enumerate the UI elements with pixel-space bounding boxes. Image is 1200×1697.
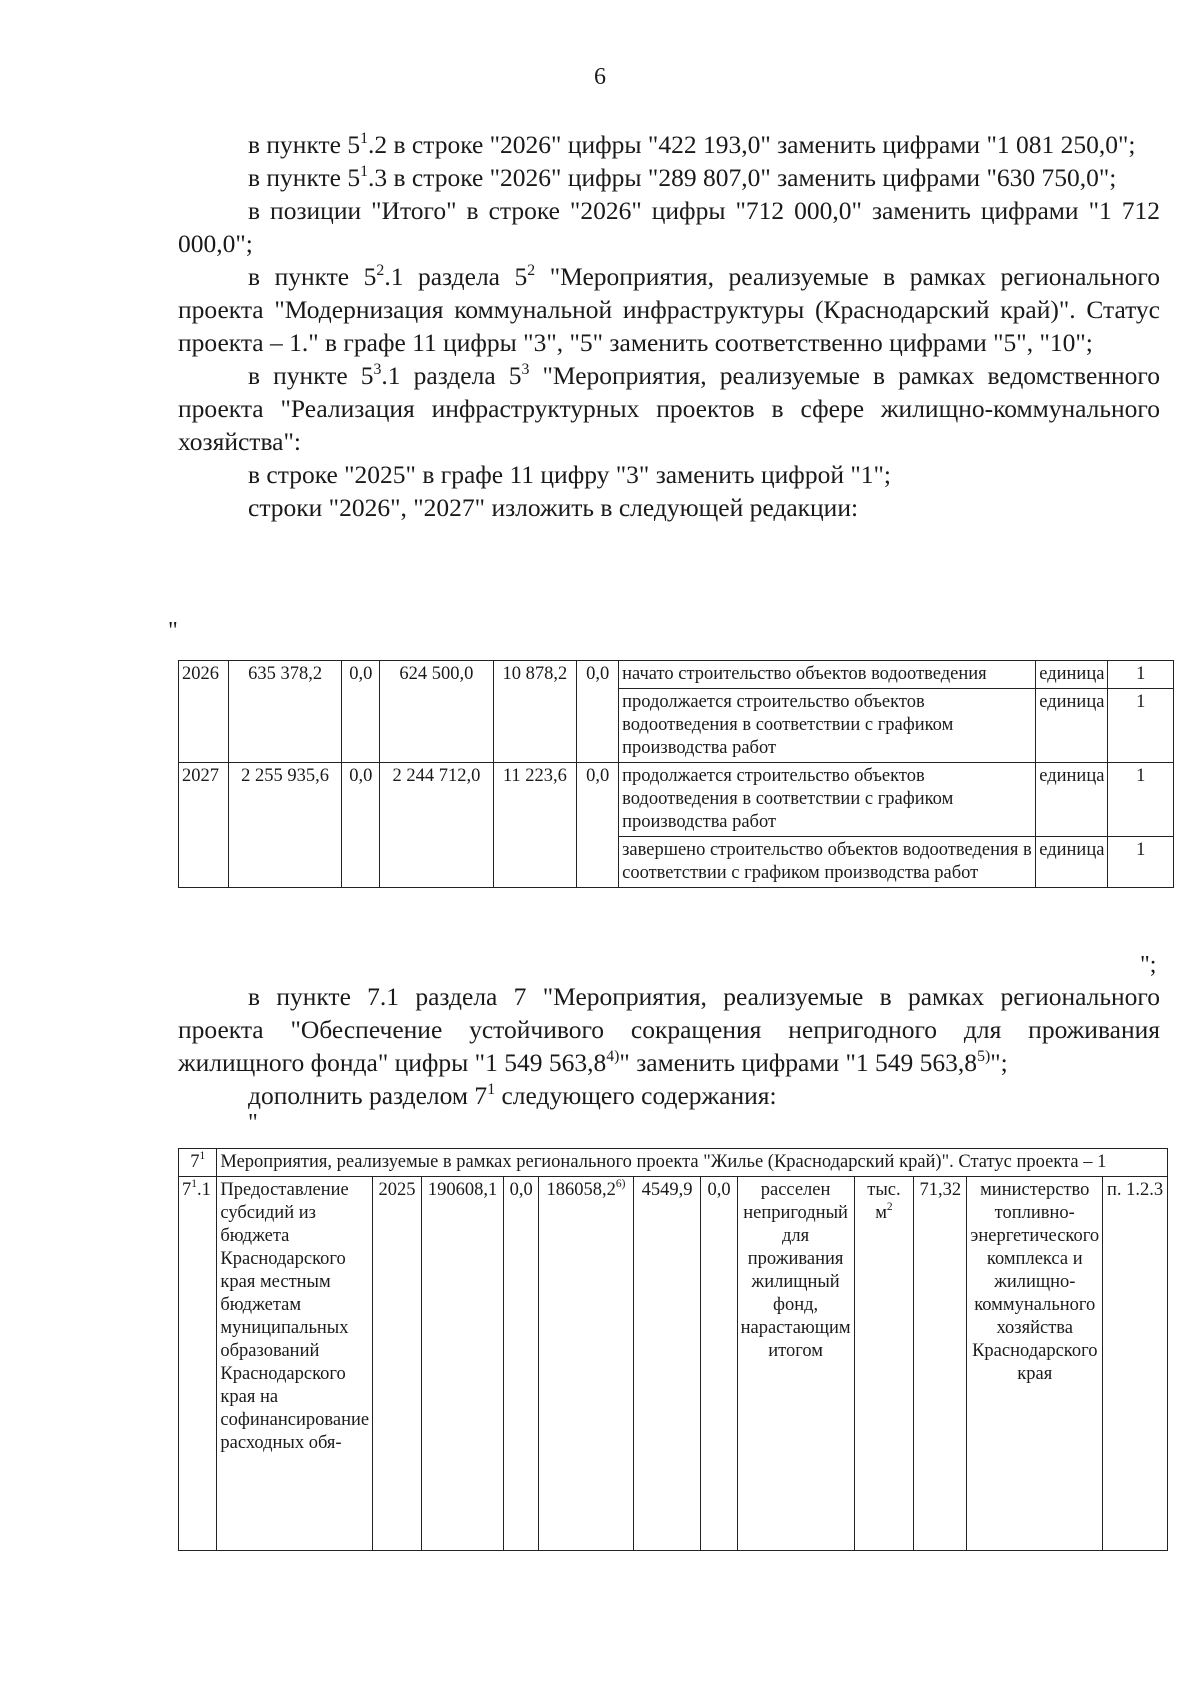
federal-cell: 0,0 (504, 1177, 539, 1551)
regional-cell: 186058,2$^{6)}$ (539, 1177, 634, 1551)
result-cell: расселен непригодный для проживания жилищный фонд, нарастающим итогом (737, 1177, 854, 1551)
table-water-disposal (178, 660, 1174, 888)
value-cell: 71,32 (914, 1177, 967, 1551)
amendment-text-mid (178, 980, 1160, 1112)
local-cell: 4549,9 (633, 1177, 701, 1551)
paragraph-1: в пункте $5^1.2$ в строке "2026" цифры "422 193,0" заменить цифрами "1 081 250,0"; (248, 129, 1136, 159)
total-cell: 190608,1 (421, 1177, 503, 1551)
year-cell: 2026 (179, 661, 229, 763)
regional-cell: 2 244 712,0 (380, 763, 493, 888)
table-row (179, 661, 1174, 689)
section-number: $7^1$ (179, 1149, 217, 1177)
unit-cell: тыс. $м^2$ (854, 1177, 914, 1551)
value-cell: 1 (1108, 837, 1174, 888)
amendment-text-top (178, 128, 1160, 524)
value-cell: 1 (1108, 763, 1174, 837)
table-housing-project (178, 1148, 1168, 1551)
value-cell: 1 (1108, 689, 1174, 763)
paragraph-4: в пункте $5^2.1$ раздела $5^2$ "Мероприятия, реализуемые в рамках регионального проекта "Модернизация коммунальной инфраструктуры (Краснодарский край)". Статус проекта – 1." в графе 11 цифры "3", "5" заменить соответственно цифрами "5", "10"; (178, 261, 1160, 357)
federal-cell: 0,0 (342, 763, 380, 888)
regional-cell: 624 500,0 (380, 661, 493, 763)
reference-cell: п. 1.2.3 (1103, 1177, 1168, 1551)
result-cell: продолжается строительство объектов водоотведения в соответствии с графиком производства работ (619, 689, 1036, 763)
local-cell: 10 878,2 (493, 661, 577, 763)
unit-cell: единица (1036, 763, 1108, 837)
paragraph-8: в пункте 7.1 раздела 7 "Мероприятия, реализуемые в рамках регионального проекта "Обеспечение устойчивого сокращения непригодного для проживания жилищного фонда" цифры "1 549 563,8$^{4)}$" заменить цифрами "1 549 563,8$^{5)}$"; (178, 982, 1160, 1077)
federal-cell: 0,0 (342, 661, 380, 763)
open-quote-1: " (168, 618, 178, 644)
total-cell: 635 378,2 (228, 661, 341, 763)
paragraph-6: в строке "2025" в графе 11 цифру "3" заменить цифрой "1"; (248, 460, 891, 489)
row-number: $7^1.1$ (179, 1177, 217, 1551)
other-cell: 0,0 (577, 763, 619, 888)
year-cell: 2025 (373, 1177, 422, 1551)
year-cell: 2027 (179, 763, 229, 888)
unit-cell: единица (1036, 661, 1108, 689)
paragraph-7: строки "2026", "2027" изложить в следующей редакции: (248, 493, 859, 522)
paragraph-3: в позиции "Итого" в строке "2026" цифры "712 000,0" заменить цифрами "1 712 000,0"; (178, 196, 1160, 258)
result-cell: завершено строительство объектов водоотведения в соответствии с графиком производства работ (619, 837, 1036, 888)
table-row (179, 763, 1174, 837)
table-row (179, 1149, 1168, 1177)
paragraph-2: в пункте $5^1.3$ в строке "2026" цифры "289 807,0" заменить цифрами "630 750,0"; (248, 162, 1117, 192)
executor-cell: министерство топливно-энергетического комплекса и жилищно-коммунального хозяйства Краснодарского края (967, 1177, 1103, 1551)
paragraph-5: в пункте $5^3.1$ раздела $5^3$ "Мероприятия, реализуемые в рамках ведомственного проекта "Реализация инфраструктурных проектов в сфере жилищно-коммунального хозяйства": (178, 360, 1160, 456)
result-cell: продолжается строительство объектов водоотведения в соответствии с графиком производства работ (619, 763, 1036, 837)
unit-cell: единица (1036, 837, 1108, 888)
section-title: Мероприятия, реализуемые в рамках регионального проекта "Жилье (Краснодарский край)". Статус проекта – 1 (217, 1149, 1168, 1177)
value-cell: 1 (1108, 661, 1174, 689)
measure-name: Предоставление субсидий из бюджета Краснодарского края местным бюджетам муниципальных образований Краснодарского края на софинансирование расходных обя- (217, 1177, 373, 1551)
other-cell: 0,0 (701, 1177, 737, 1551)
page-number: 6 (594, 64, 606, 90)
open-quote-2: " (248, 1110, 258, 1136)
table-row (179, 1177, 1168, 1551)
close-quote-1: "; (1140, 952, 1157, 978)
unit-cell: единица (1036, 689, 1108, 763)
result-cell: начато строительство объектов водоотведения (619, 661, 1036, 689)
total-cell: 2 255 935,6 (228, 763, 341, 888)
paragraph-9: дополнить разделом $7^1$ следующего содержания: (248, 1080, 777, 1110)
other-cell: 0,0 (577, 661, 619, 763)
local-cell: 11 223,6 (493, 763, 577, 888)
